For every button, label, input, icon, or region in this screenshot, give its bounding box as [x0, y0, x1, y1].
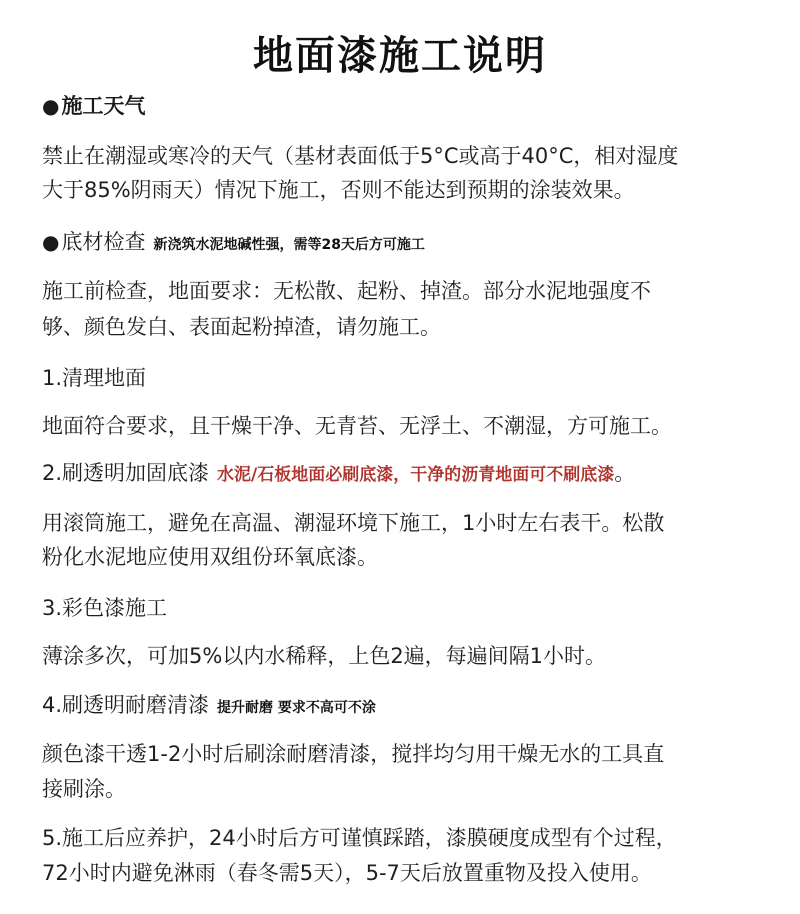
heading-text: 施工天气: [61, 94, 146, 118]
paragraph-line: 大于85%阴雨天）情况下施工，否则不能达到预期的涂装效果。: [42, 178, 635, 202]
step-heading-2: [42, 459, 635, 489]
section-heading-substrate: [42, 228, 425, 259]
heading-note: 新浇筑水泥地碱性强，需等28天后方可施工: [153, 237, 425, 253]
paragraph-line: 5.施工后应养护，24小时后方可谨慎踩踏，漆膜硬度成型有个过程，: [42, 826, 677, 850]
paragraph-line: 用滚筒施工，避免在高温、潮湿环境下施工，1小时左右表干。松散: [42, 511, 665, 535]
paragraph-line: 颜色漆干透1-2小时后刷涂耐磨清漆，搅拌均匀用干燥无水的工具直: [42, 742, 665, 766]
step-heading-3: 3.彩色漆施工: [42, 596, 168, 620]
heading-text: 底材检查: [61, 230, 146, 254]
heading-note: 提升耐磨 要求不高可不涂: [217, 700, 376, 716]
paragraph-line: 薄涂多次，可加5%以内水稀释，上色2遍，每遍间隔1小时。: [42, 644, 607, 668]
heading-text: 2.刷透明加固底漆: [42, 461, 210, 485]
paragraph-line: 禁止在潮湿或寒冷的天气（基材表面低于5°C或高于40°C，相对湿度: [42, 144, 679, 168]
section-heading-weather: [42, 92, 145, 120]
paragraph-line: 72小时内避免淋雨（春冬需5天），5-7天后放置重物及投入使用。: [42, 861, 652, 885]
paragraph-line: 接刷涂。: [42, 777, 126, 801]
heading-note-red: 水泥/石板地面必刷底漆，干净的沥青地面可不刷底漆: [217, 465, 615, 485]
heading-tail: 。: [614, 461, 636, 485]
paragraph-line: 施工前检查，地面要求：无松散、起粉、掉渣。部分水泥地强度不: [42, 279, 651, 303]
paragraph-line: 够、颜色发白、表面起粉掉渣，请勿施工。: [42, 315, 441, 339]
step-heading-4: [42, 691, 376, 722]
step-heading-1: 1.清理地面: [42, 366, 147, 390]
paragraph-line: 粉化水泥地应使用双组份环氧底漆。: [42, 545, 378, 569]
bullet-icon: ●: [42, 94, 60, 118]
page-title: 地面漆施工说明: [253, 33, 547, 79]
heading-text: 4.刷透明耐磨清漆: [42, 693, 210, 717]
paragraph-line: 地面符合要求，且干燥干净、无青苔、无浮土、不潮湿，方可施工。: [42, 414, 672, 438]
bullet-icon: ●: [42, 230, 60, 254]
